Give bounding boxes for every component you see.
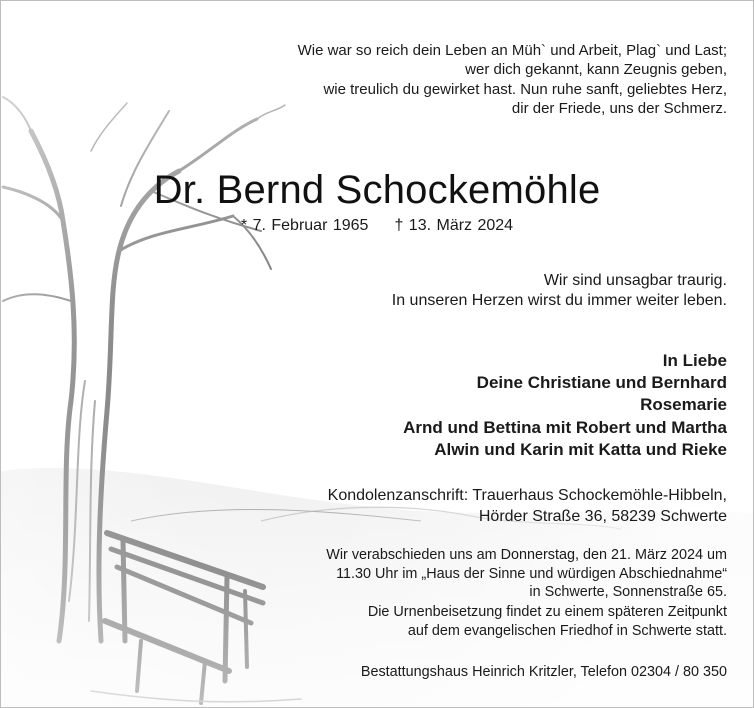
family-line: Deine Christiane und Bernhard: [476, 373, 727, 393]
poem-line: Wie war so reich dein Leben an Müh` und Arbeit, Plag` und Last;: [297, 42, 727, 59]
urn-line: auf dem evangelischen Friedhof in Schwerte statt.: [407, 622, 727, 639]
condolence-line: Hörder Straße 36, 58239 Schwerte: [478, 508, 727, 525]
condolence-line: Kondolenzanschrift: Trauerhaus Schockemöhle-Hibbeln,: [327, 487, 727, 504]
poem: [298, 41, 727, 118]
poem-line: wer dich gekannt, kann Zeugnis geben,: [465, 61, 727, 79]
farewell-details: [326, 546, 727, 602]
birth-date: * 7. Februar 1965: [240, 217, 369, 234]
death-date: † 13. März 2024: [394, 217, 514, 234]
life-dates: [1, 216, 753, 236]
farewell-line: 11.30 Uhr im „Haus der Sinne und würdigen Abschiednahme“: [336, 565, 727, 582]
sorrow-text: [392, 271, 727, 311]
condolence-address: [328, 485, 727, 527]
poem-line: dir der Friede, uns der Schmerz.: [511, 99, 727, 117]
sorrow-line: Wir sind unsagbar traurig.: [543, 272, 727, 289]
urn-burial-note: [368, 603, 727, 640]
undertaker-contact: Bestattungshaus Heinrich Kritzler, Telefon 02304 / 80 350: [360, 664, 727, 680]
sorrow-line: In unseren Herzen wirst du immer weiter leben.: [391, 292, 727, 309]
farewell-line: in Schwerte, Sonnenstraße 65.: [529, 584, 727, 601]
family-line: Arnd und Bettina mit Robert und Martha: [403, 417, 727, 437]
poem-line: wie treulich du gewirket hast. Nun ruhe sanft, geliebtes Herz,: [323, 80, 727, 98]
urn-line: Die Urnenbeisetzung findet zu einem späteren Zeitpunkt: [367, 604, 727, 620]
family-line: Alwin und Karin mit Katta und Rieke: [434, 439, 727, 459]
farewell-line: Wir verabschieden uns am Donnerstag, den 21. März 2024 um: [326, 547, 727, 563]
family-line: Rosemarie: [640, 395, 727, 415]
family-line: In Liebe: [662, 351, 727, 370]
family-signatures: [403, 350, 727, 461]
deceased-name: Dr. Bernd Schockemöhle: [153, 168, 601, 212]
